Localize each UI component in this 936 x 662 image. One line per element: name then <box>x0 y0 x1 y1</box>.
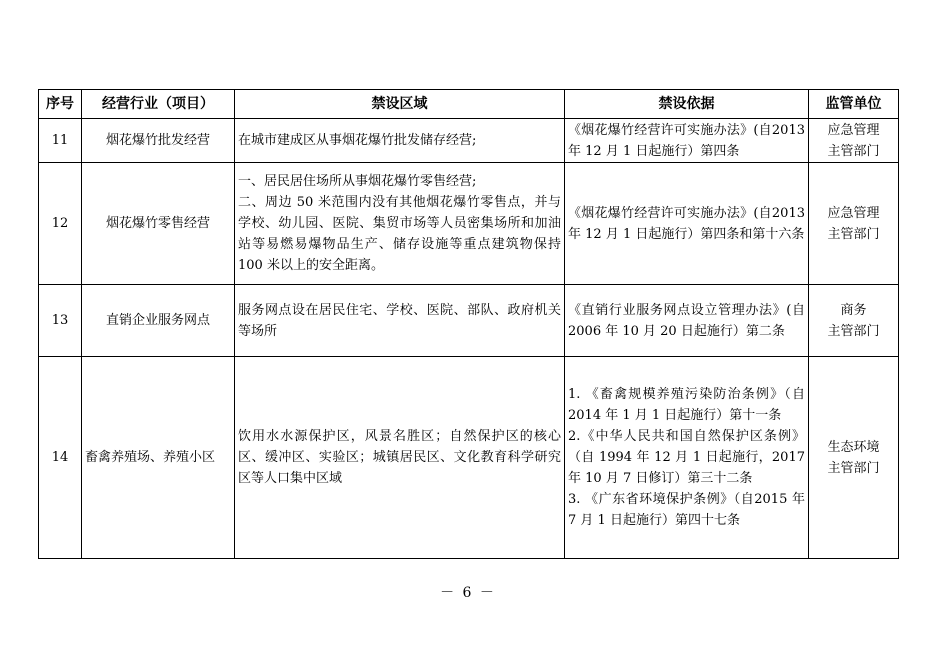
basis-text: 《烟花爆竹经营许可实施办法》(自2013 年 12 月 1 日起施行）第四条 <box>568 122 805 159</box>
header-industry: 经营行业（项目） <box>82 90 235 119</box>
unit-cell <box>809 163 899 285</box>
industry-cell: 直销企业服务网点 <box>82 285 235 357</box>
unit-line: 主管部门 <box>827 460 880 476</box>
header-supervisor: 监管单位 <box>809 90 899 119</box>
table-row <box>39 163 899 285</box>
table-row <box>39 285 899 357</box>
area-text: 服务网点设在居民住宅、学校、医院、部队、政府机关等场所 <box>238 302 561 339</box>
table-header-row <box>39 90 899 119</box>
area-text: 二、周边 50 米范围内没有其他烟花爆竹零售点，并与学校、幼儿园、医院、集贸市场等人员密集场所和加油站等易燃易爆物品生产、储存设施等重点建筑物保持 100 米以上的安全距离。 <box>238 195 561 273</box>
basis-cell <box>565 163 809 285</box>
basis-text: 《直销行业服务网点设立管理办法》(自 2006 年 10 月 20 日起施行）第二条 <box>568 302 805 339</box>
area-text: 在城市建成区从事烟花爆竹批发储存经营; <box>238 133 477 148</box>
table-row <box>39 119 899 163</box>
basis-text: 2.《中华人民共和国自然保护区条例》（自 1994 年 12 月 1 日起施行，2017 年 10 月 7 日修订）第三十二条 <box>568 429 805 486</box>
prohibited-zones-table <box>38 89 899 559</box>
area-cell <box>235 285 565 357</box>
basis-cell <box>565 119 809 163</box>
row-number: 14 <box>39 357 82 559</box>
area-cell <box>235 119 565 163</box>
basis-text: 1. 《畜禽规模养殖污染防治条例》（自 2014 年 1 月 1 日起施行）第十一条 <box>568 387 805 423</box>
area-cell <box>235 357 565 559</box>
basis-text: 3. 《广东省环境保护条例》（自2015 年 7 月 1 日起施行）第四十七条 <box>568 492 805 528</box>
row-number: 13 <box>39 285 82 357</box>
industry-cell: 烟花爆竹批发经营 <box>82 119 235 163</box>
area-cell <box>235 163 565 285</box>
table-row <box>39 357 899 559</box>
header-legal-basis: 禁设依据 <box>565 90 809 119</box>
unit-cell <box>809 119 899 163</box>
unit-cell <box>809 285 899 357</box>
unit-line: 应急管理 <box>827 205 880 221</box>
basis-text: 《烟花爆竹经营许可实施办法》(自2013 年 12 月 1 日起施行）第四条和第十六条 <box>568 205 805 242</box>
unit-line: 主管部门 <box>827 323 880 339</box>
header-prohibited-area: 禁设区域 <box>235 90 565 119</box>
unit-line: 生态环境 <box>827 439 880 455</box>
unit-cell <box>809 357 899 559</box>
basis-cell <box>565 285 809 357</box>
unit-line: 商务 <box>840 302 867 318</box>
page-number: － 6 － <box>440 585 496 601</box>
area-text: 一、居民居住场所从事烟花爆竹零售经营; <box>238 174 477 189</box>
unit-line: 主管部门 <box>827 143 880 159</box>
unit-line: 应急管理 <box>827 122 880 138</box>
area-text: 饮用水水源保护区，风景名胜区；自然保护区的核心区、缓冲区、实验区；城镇居民区、文化教育科学研究区等人口集中区域 <box>238 429 561 486</box>
industry-cell: 烟花爆竹零售经营 <box>82 163 235 285</box>
row-number: 11 <box>39 119 82 163</box>
row-number: 12 <box>39 163 82 285</box>
industry-cell: 畜禽养殖场、养殖小区 <box>82 357 235 559</box>
unit-line: 主管部门 <box>827 226 880 242</box>
basis-cell <box>565 357 809 559</box>
header-no: 序号 <box>39 90 82 119</box>
